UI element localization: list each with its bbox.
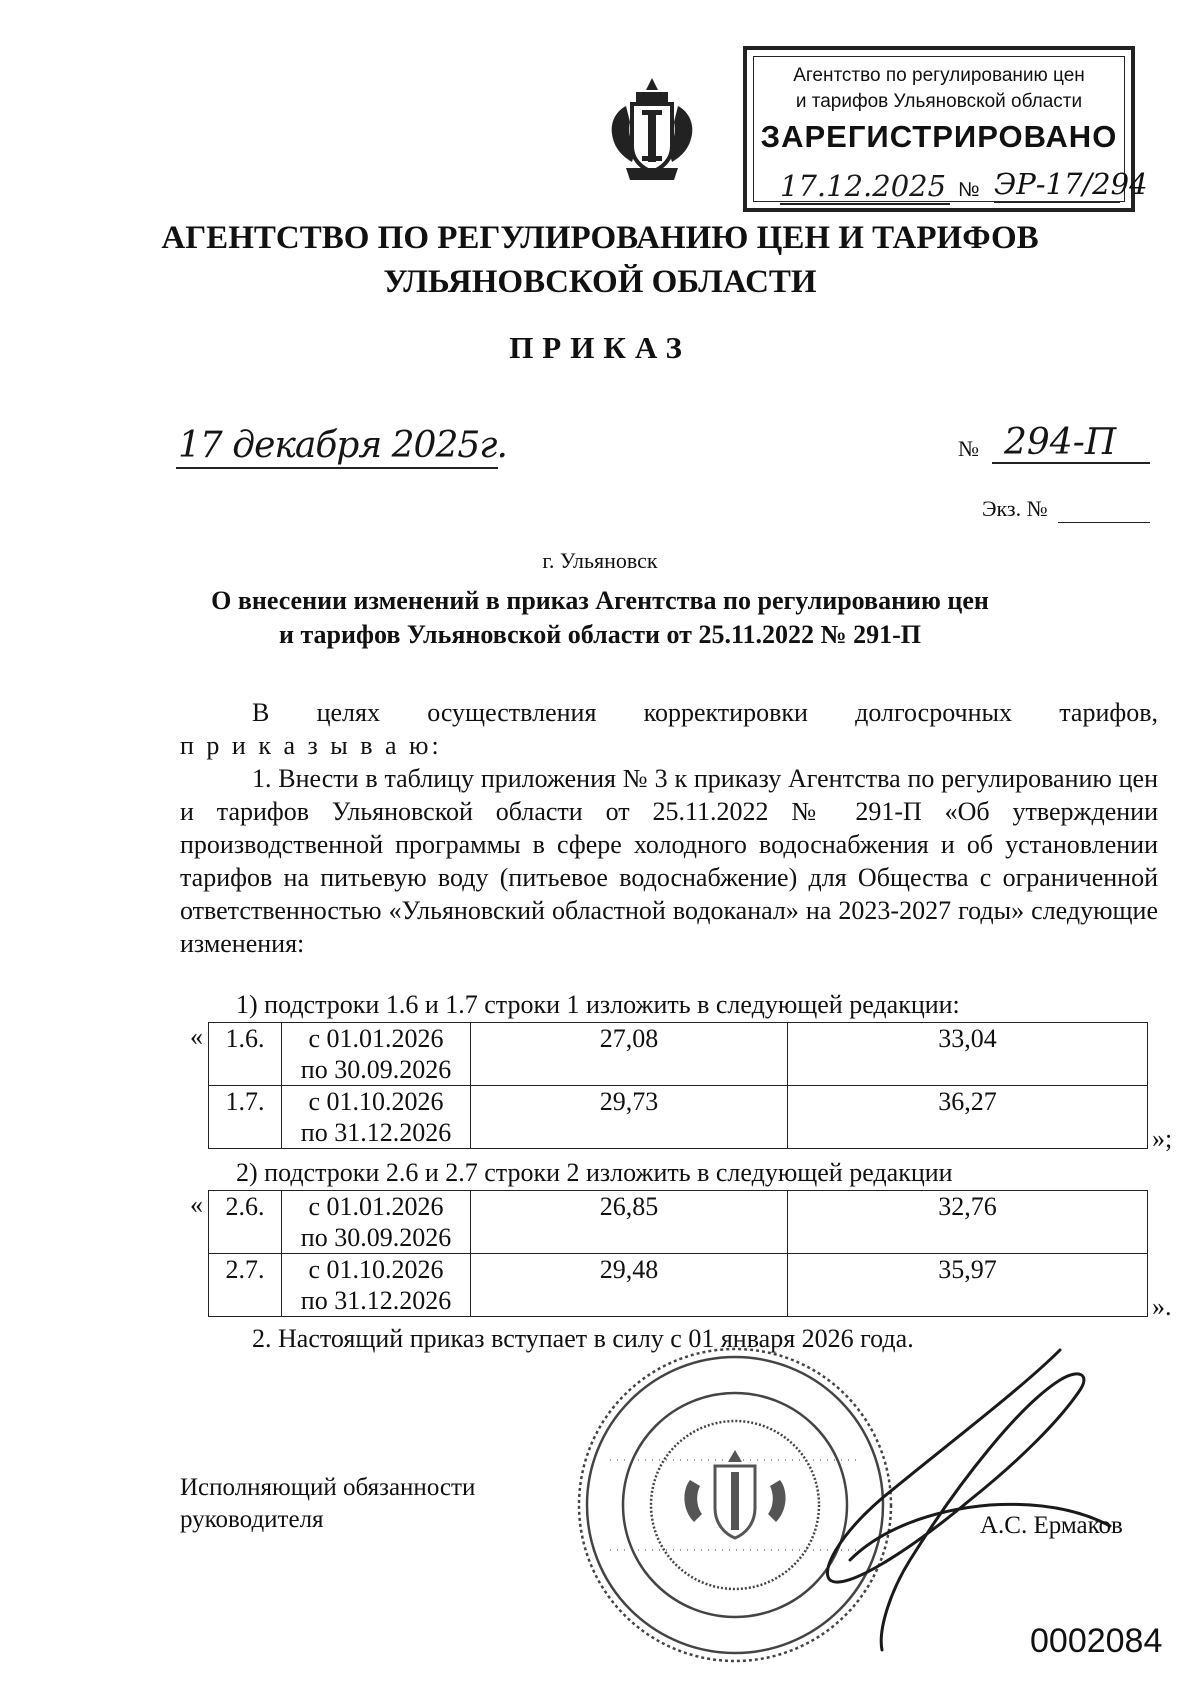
period-cell [282, 1191, 471, 1254]
coat-of-arms-emblem [596, 76, 708, 188]
tariff-value-1: 29,48 [471, 1254, 788, 1317]
tariff-value-2: 35,97 [788, 1254, 1148, 1317]
period-from: с 01.01.2026 [308, 1024, 444, 1053]
period-from: с 01.01.2026 [308, 1192, 444, 1221]
agency-title-line1: АГЕНТСТВО ПО РЕГУЛИРОВАНИЮ ЦЕН И ТАРИФОВ [161, 220, 1039, 256]
period-from: с 01.10.2026 [308, 1255, 444, 1284]
subject-line2: и тарифов Ульяновской области от 25.11.2022 № 291-П [278, 620, 922, 649]
subitem-1: 1) подстроки 1.6 и 1.7 строки 1 изложить в следующей редакции: [236, 990, 960, 1019]
agency-title-line2: УЛЬЯНОВСКОЙ ОБЛАСТИ [383, 264, 817, 300]
order-number-label: № [958, 436, 979, 461]
subject-line1: О внесении изменений в приказ Агентства по регулированию цен [211, 586, 989, 615]
table-row [209, 1023, 1148, 1086]
table-row [209, 1191, 1148, 1254]
order-subject [0, 584, 1200, 652]
handwritten-signature [760, 1330, 1180, 1660]
tariff-value-1: 27,08 [471, 1023, 788, 1086]
row-number: 1.6. [209, 1023, 282, 1086]
signatory-role [180, 1472, 475, 1536]
close-quote-2: ». [1152, 1292, 1172, 1321]
copy-number-label: Экз. № [982, 496, 1048, 521]
item-2-paragraph: 2. Настоящий приказ вступает в силу с 01 января 2026 года. [252, 1324, 914, 1353]
table-row [209, 1086, 1148, 1149]
registration-stamp [743, 46, 1148, 212]
stamp-date: 17.12.2025 [780, 169, 950, 205]
close-quote-1: »; [1152, 1124, 1173, 1153]
period-cell [282, 1254, 471, 1317]
copy-number-blank [1058, 522, 1150, 523]
city: г. Ульяновск [542, 548, 658, 573]
period-to: по 30.09.2026 [300, 1055, 452, 1084]
date-underline [176, 467, 498, 469]
number-underline [992, 462, 1150, 464]
period-from: с 01.10.2026 [308, 1087, 444, 1116]
stamp-agency-line1: Агентство по регулированию цен [793, 65, 1085, 86]
intro-paragraph [180, 696, 1158, 762]
open-quote-1: « [190, 1022, 203, 1051]
stamp-registered-label: ЗАРЕГИСТРИРОВАНО [760, 119, 1118, 154]
row-number: 2.7. [209, 1254, 282, 1317]
stamp-number: ЭР-17/294 [994, 167, 1148, 201]
signatory-role-line1: Исполняющий обязанности [180, 1474, 476, 1501]
row-number: 1.7. [209, 1086, 282, 1149]
period-to: по 30.09.2026 [300, 1223, 452, 1252]
form-serial-number: 0002084 [1030, 1622, 1163, 1660]
intro-text: В целях осуществления корректировки долгосрочных тарифов, [252, 698, 1158, 727]
tariff-value-2: 36,27 [788, 1086, 1148, 1149]
subitem-2: 2) подстроки 2.6 и 2.7 строки 2 изложить в следующей редакции [236, 1158, 953, 1187]
tariff-value-2: 32,76 [788, 1191, 1148, 1254]
amendment-table-1 [208, 1022, 1148, 1149]
agency-title [0, 216, 1200, 304]
period-cell [282, 1023, 471, 1086]
signatory-name: А.С. Ермаков [980, 1512, 1123, 1539]
period-to: по 31.12.2026 [300, 1286, 452, 1315]
handwritten-date: 17 декабря 2025г. [178, 425, 507, 466]
row-number: 2.6. [209, 1191, 282, 1254]
document-type: ПРИКАЗ [509, 330, 691, 365]
signatory-role-line2: руководителя [180, 1506, 324, 1533]
amendment-table-2 [208, 1190, 1148, 1317]
period-cell [282, 1086, 471, 1149]
table-row [209, 1254, 1148, 1317]
tariff-value-2: 33,04 [788, 1023, 1148, 1086]
open-quote-2: « [190, 1190, 203, 1219]
stamp-agency-line2: и тарифов Ульяновской области [795, 91, 1083, 112]
tariff-value-1: 26,85 [471, 1191, 788, 1254]
tariff-value-1: 29,73 [471, 1086, 788, 1149]
order-word: п р и к а з ы в а ю: [180, 731, 442, 760]
period-to: по 31.12.2026 [300, 1118, 452, 1147]
item-1-paragraph: 1. Внести в таблицу приложения № 3 к приказу Агентства по регулированию цен и тарифов Ульяновской области от 25.11.2022 № 291-П «Об утверждении производственной программы в сфере холодного водоснабжения и об установлении тарифов на питьевую воду (питьевое водоснабжение) для Общества с ограниченной ответственностью «Ульяновский областной водоканал» на 2023-2027 годы» следующие изменения: [180, 764, 1158, 958]
stamp-number-label: № [958, 179, 980, 201]
handwritten-order-number: 294-П [1004, 422, 1117, 463]
